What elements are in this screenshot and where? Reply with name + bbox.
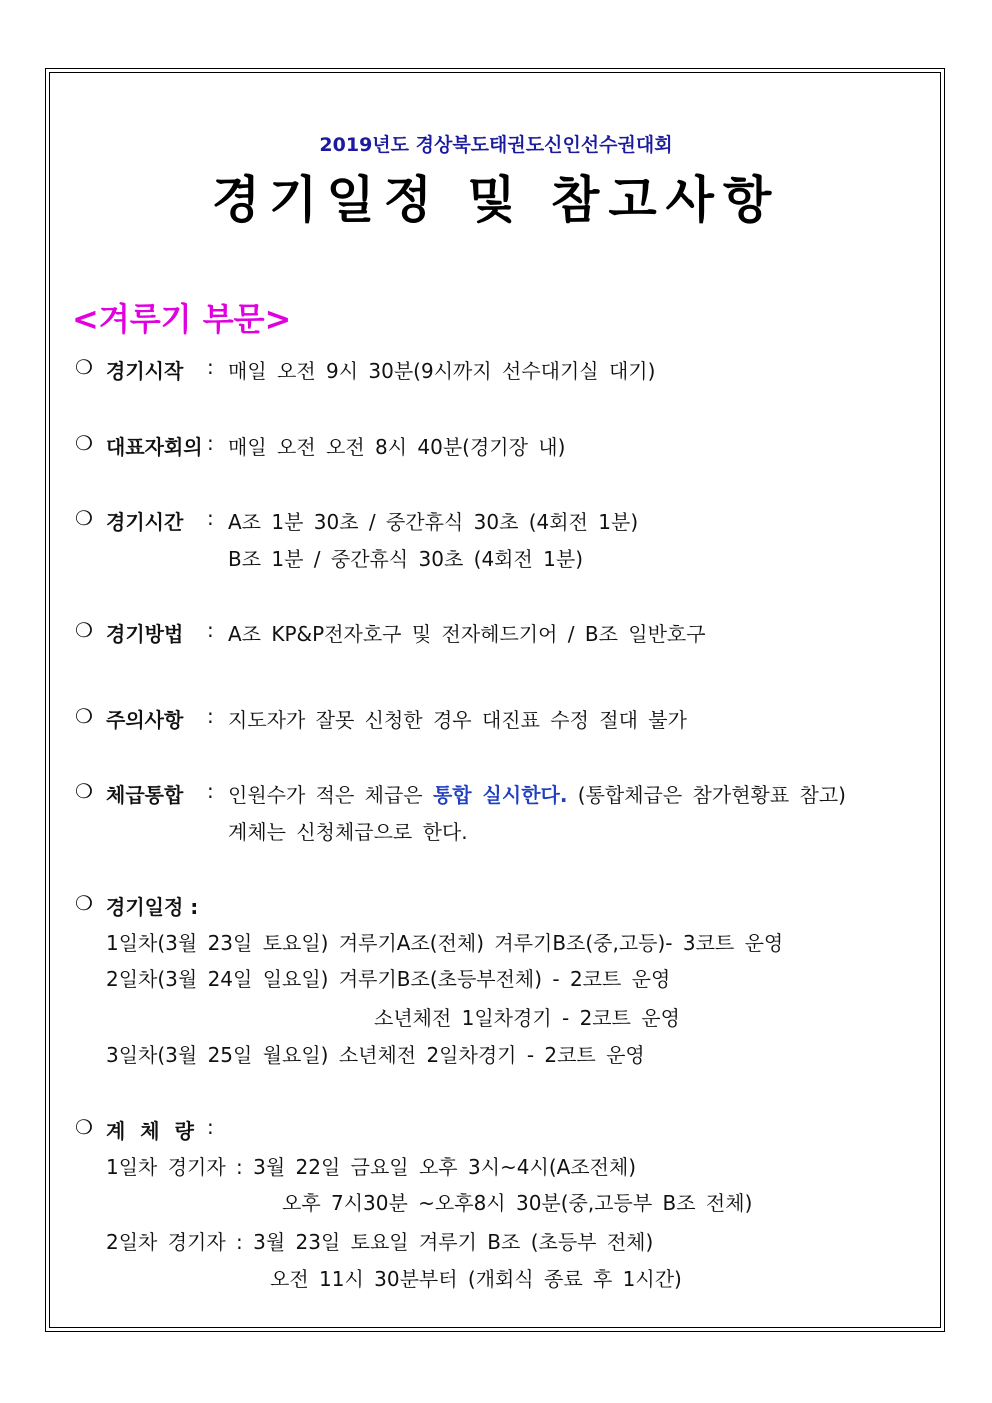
weigh-in-label: 계 체 량: [106, 1119, 194, 1143]
weigh-in-line: 오후 7시30분 ~오후8시 30분(중,고등부 B조 전체): [282, 1191, 753, 1215]
item-value: B조 1분 / 중간휴식 30초 (4회전 1분): [228, 547, 584, 571]
schedule-line: 1일차(3월 23일 토요일) 겨루기A조(전체) 겨루기B조(중,고등)- 3코트 운영: [106, 931, 784, 955]
item-colon: :: [207, 704, 214, 728]
item-label: 경기방법: [106, 622, 184, 646]
schedule-line: 3일차(3월 25일 월요일) 소년체전 2일차경기 - 2코트 운영: [106, 1043, 645, 1067]
bullet-icon: ❍: [75, 618, 93, 642]
bullet-icon: ❍: [75, 1115, 93, 1139]
section-title: <겨루기 부문>: [72, 300, 292, 338]
bullet-icon: ❍: [75, 779, 93, 803]
bullet-icon: ❍: [75, 355, 93, 379]
item-value: 매일 오전 오전 8시 40분(경기장 내): [228, 435, 566, 459]
item-label: 체급통합: [106, 783, 184, 807]
bullet-icon: ❍: [75, 704, 93, 728]
schedule-line: 소년체전 1일차경기 - 2코트 운영: [374, 1006, 680, 1030]
item-value-text: 인원수가 적은 체급은: [228, 783, 433, 807]
weigh-in-line: 2일차 경기자 : 3월 23일 토요일 겨루기 B조 (초등부 전체): [106, 1230, 654, 1254]
item-colon: :: [207, 779, 214, 803]
event-subtitle: 2019년도 경상북도태권도신인선수권대회: [319, 134, 673, 156]
item-colon: :: [207, 431, 214, 455]
bullet-icon: ❍: [75, 891, 93, 915]
highlight-text: 통합 실시한다.: [432, 783, 568, 807]
item-value: A조 1분 30초 / 중간휴식 30초 (4회전 1분): [228, 510, 639, 534]
bullet-icon: ❍: [75, 431, 93, 455]
item-label: 주의사항: [106, 708, 184, 732]
item-label: 대표자회의: [106, 435, 203, 459]
item-value: 지도자가 잘못 신청한 경우 대진표 수정 절대 불가: [228, 708, 687, 732]
schedule-line: 2일차(3월 24일 일요일) 겨루기B조(초등부전체) - 2코트 운영: [106, 967, 671, 991]
item-value: [228, 779, 846, 808]
item-value: A조 KP&P전자호구 및 전자헤드기어 / B조 일반호구: [228, 622, 706, 646]
item-colon: :: [207, 355, 214, 379]
weigh-in-line: 오전 11시 30분부터 (개회식 종료 후 1시간): [270, 1267, 682, 1291]
page-title: 경기일정 및 참고사항: [211, 171, 781, 229]
item-value: 계체는 신청체급으로 한다.: [228, 820, 468, 844]
item-value-text: (통합체급은 참가현황표 참고): [567, 783, 846, 807]
item-colon: :: [207, 618, 214, 642]
weigh-in-line: 1일차 경기자 : 3월 22일 금요일 오후 3시~4시(A조전체): [106, 1155, 637, 1179]
schedule-label: 경기일정 :: [106, 895, 199, 919]
weigh-in-colon: :: [207, 1115, 214, 1139]
bullet-icon: ❍: [75, 506, 93, 530]
item-value: 매일 오전 9시 30분(9시까지 선수대기실 대기): [228, 359, 656, 383]
item-label: 경기시간: [106, 510, 184, 534]
item-colon: :: [207, 506, 214, 530]
item-label: 경기시작: [106, 359, 184, 383]
